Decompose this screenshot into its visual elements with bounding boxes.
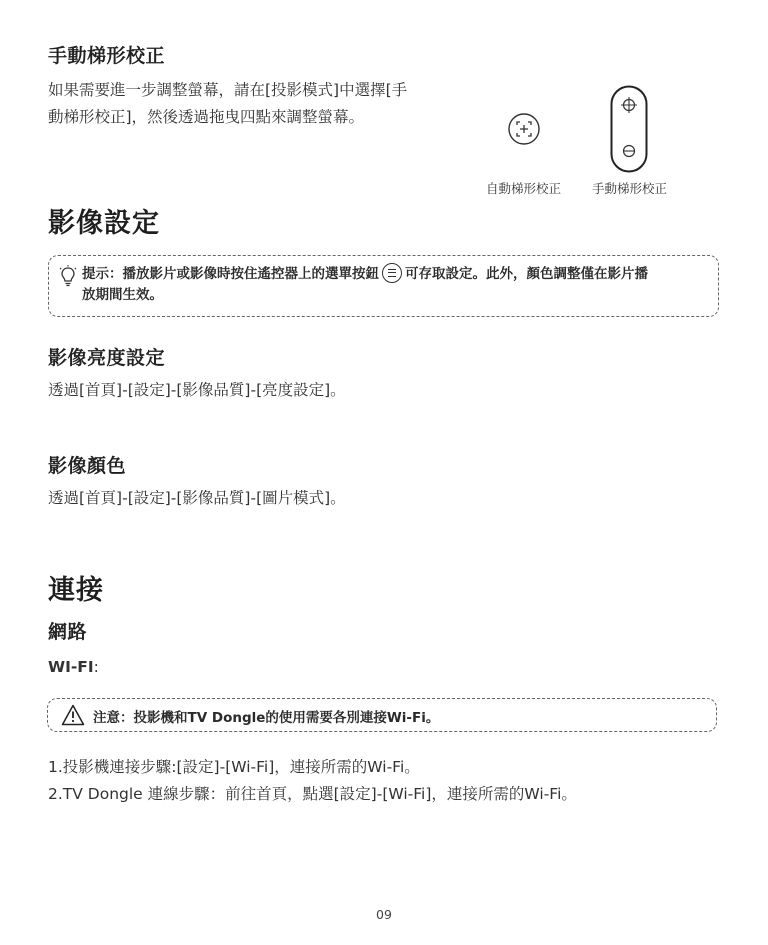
wifi-label-line [48,658,99,676]
color-path: 透過[首頁]-[設定]-[影像品質]-[圖片模式]。 [48,489,346,507]
color-heading: 影像顏色 [48,455,127,477]
auto-keystone-icon [507,112,541,146]
brightness-heading: 影像亮度設定 [48,347,166,369]
image-settings-heading: 影像設定 [48,208,160,239]
tip-text-part1: 提示：播放影片或影像時按住遙控器上的選單按鈕 [82,266,379,282]
wifi-colon: : [93,658,99,676]
connection-heading: 連接 [48,575,104,606]
caption-auto-keystone: 自動梯形校正 [486,181,562,196]
brightness-path: 透過[首頁]-[設定]-[影像品質]-[亮度設定]。 [48,381,346,399]
wifi-step-1: 1.投影機連接步驟:[設定]-[Wi-Fi]，連接所需的Wi-Fi。 [48,758,420,776]
keystone-body-line1: 如果需要進一步調整螢幕，請在[投影模式]中選擇[手 [48,81,408,99]
notice-text: 注意：投影機和TV Dongle的使用需要各別連接Wi-Fi。 [93,710,440,726]
network-heading: 網路 [48,621,88,643]
page-number: 09 [376,907,392,922]
tip-box [48,255,719,317]
warning-icon [61,704,85,726]
tip-text-line2: 放期間生效。 [82,287,163,303]
wifi-label: WI-FI [48,658,94,676]
menu-button-icon [382,263,402,283]
keystone-heading: 手動梯形校正 [48,45,166,67]
tip-text-part2: 可存取設定。此外，顏色調整僅在影片播 [405,266,648,282]
manual-keystone-remote-icon [610,85,648,173]
keystone-body-line2: 動梯形校正]，然後透過拖曳四點來調整螢幕。 [48,108,365,126]
wifi-step-2: 2.TV Dongle 連線步驟：前往首頁，點選[設定]-[Wi-Fi]，連接所需的Wi-Fi。 [48,785,577,803]
keystone-body [48,77,407,131]
notice-box [47,698,717,732]
caption-manual-keystone: 手動梯形校正 [592,181,668,196]
lightbulb-icon [59,265,77,287]
tip-text [82,264,712,306]
